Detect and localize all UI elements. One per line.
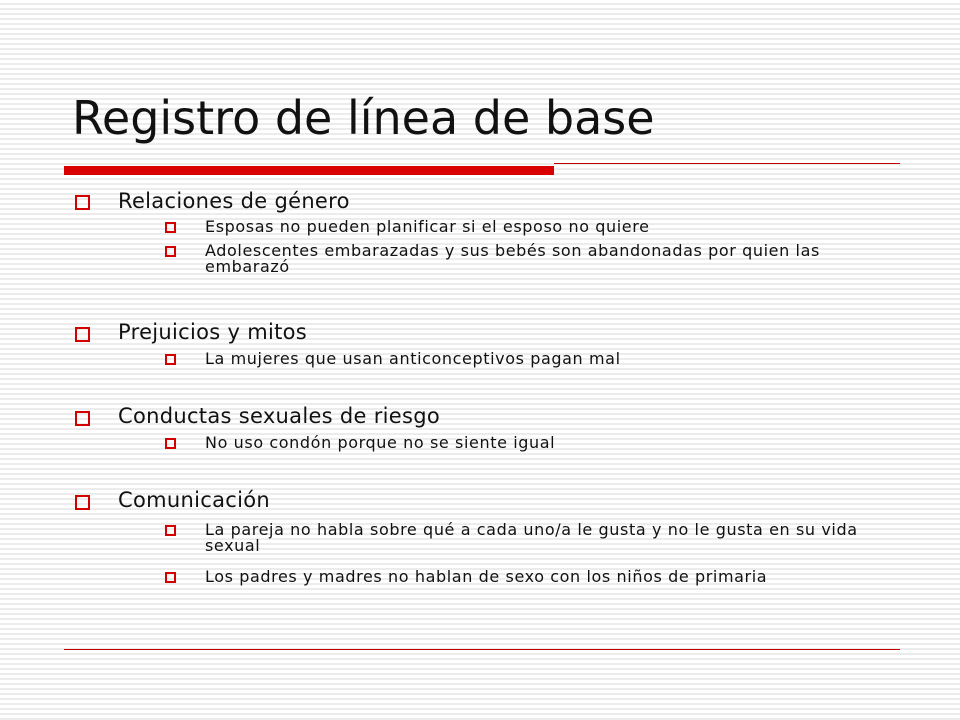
bullet-comunicacion: Comunicación (118, 488, 270, 512)
sub-bullet-item: Esposas no pueden planificar si el esposo no quiere (205, 217, 650, 236)
hollow-square-bullet-icon (75, 495, 90, 510)
title-underline-accent (64, 166, 554, 175)
bullet-relaciones-de-genero: Relaciones de género (118, 189, 350, 213)
bullet-conductas-sexuales-de-riesgo: Conductas sexuales de riesgo (118, 404, 441, 428)
bullet-prejuicios-y-mitos: Prejuicios y mitos (118, 320, 308, 344)
title-underline-thin (554, 163, 900, 164)
hollow-square-bullet-icon (165, 246, 176, 257)
hollow-square-bullet-icon (165, 222, 176, 233)
hollow-square-bullet-icon (165, 438, 176, 449)
sub-bullet-item: Los padres y madres no hablan de sexo con los niños de primaria (205, 567, 768, 586)
hollow-square-bullet-icon (165, 525, 176, 536)
sub-bullet-item: La pareja no habla sobre qué a cada uno/a le gusta y no le gusta en su vida sexual (205, 520, 858, 555)
sub-bullet-item: No uso condón porque no se siente igual (205, 433, 556, 452)
slide-title: Registro de línea de base (72, 91, 655, 145)
hollow-square-bullet-icon (165, 572, 176, 583)
bottom-rule (64, 649, 900, 650)
hollow-square-bullet-icon (75, 195, 90, 210)
sub-bullet-item: Adolescentes embarazadas y sus bebés son abandonadas por quien las embarazó (205, 241, 820, 276)
hollow-square-bullet-icon (75, 411, 90, 426)
hollow-square-bullet-icon (165, 354, 176, 365)
sub-bullet-item: La mujeres que usan anticonceptivos pagan mal (205, 349, 621, 368)
hollow-square-bullet-icon (75, 327, 90, 342)
